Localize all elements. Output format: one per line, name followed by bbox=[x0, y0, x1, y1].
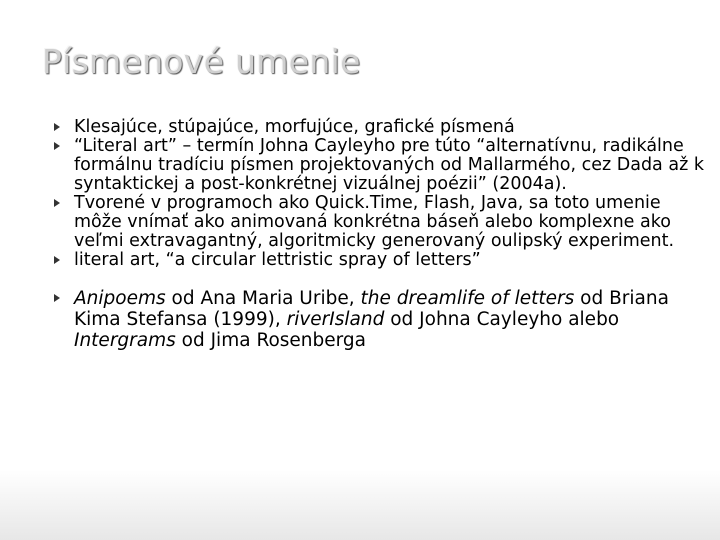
bullet-text: “Literal art” – termín Johna Cayleyho pre túto “alternatívnu, radikálne formálnu tradíciu písmen projektovaných od Mallarmého, cez Dada až k syntaktickej a post-konkrétnej vizuálnej poézii” (2004a). bbox=[74, 136, 704, 194]
work-title-dreamlife: the dreamlife of letters bbox=[360, 288, 575, 309]
bullet-text-part: od Briana Kima Stefansa (1999), bbox=[74, 288, 669, 330]
bullet-item-examples bbox=[54, 288, 704, 351]
bullet-text-part: od Jima Rosenberga bbox=[175, 330, 367, 351]
arrow-bullet-icon bbox=[54, 256, 60, 264]
slide-title: Písmenové umenie bbox=[42, 42, 361, 81]
arrow-bullet-icon bbox=[54, 199, 60, 207]
work-title-riverisland: riverIsland bbox=[286, 309, 385, 330]
bullet-item bbox=[54, 118, 704, 137]
bullet-text-part: od Ana Maria Uribe, bbox=[165, 288, 361, 309]
slide-bottom-shading bbox=[0, 470, 720, 540]
arrow-bullet-icon bbox=[54, 142, 60, 150]
bullet-item bbox=[54, 194, 704, 251]
work-title-anipoems: Anipoems bbox=[74, 288, 166, 309]
bullet-text-part: od Johna Cayleyho alebo bbox=[384, 309, 620, 330]
work-title-intergrams: Intergrams bbox=[74, 330, 176, 351]
bullet-item bbox=[54, 137, 704, 194]
bullet-text: Tvorené v programoch ako Quick.Time, Flash, Java, sa toto umenie môže vnímať ako animovaná konkrétna báseň alebo komplexne ako veľmi extravagantný, algoritmicky generovaný oulipský experiment. bbox=[74, 193, 675, 251]
bullet-text: literal art, “a circular lettristic spray of letters” bbox=[74, 250, 481, 270]
arrow-bullet-icon bbox=[54, 123, 60, 131]
bullet-text: Klesajúce, stúpajúce, morfujúce, grafické písmená bbox=[74, 117, 515, 137]
arrow-bullet-icon bbox=[54, 294, 60, 302]
bullet-item bbox=[54, 251, 704, 270]
bullet-list bbox=[54, 118, 704, 351]
